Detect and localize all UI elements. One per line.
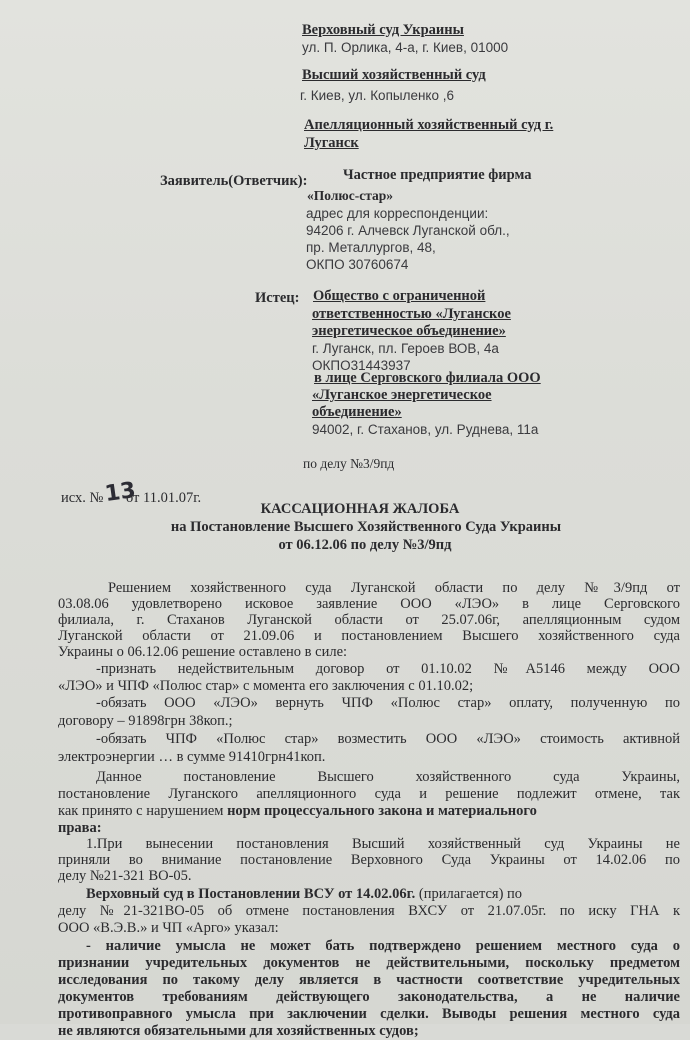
- document-title: КАССАЦИОННАЯ ЖАЛОБА: [260, 501, 460, 517]
- plaintiff-branch-line2: «Луганское энергетическое: [312, 387, 492, 403]
- court1-name: Верховный суд Украины: [302, 22, 464, 38]
- plaintiff-name-line3: энергетическое объединение»: [312, 323, 506, 339]
- body-line: Верховный суд в Постановлении ВСУ от 14.02.06г. (прилагается) по: [86, 886, 523, 902]
- applicant-name-line1: Частное предприятие фирма: [343, 167, 532, 183]
- court3-name-line1: Апелляционный хозяйственный суд г.: [304, 117, 554, 133]
- document-subtitle-line2: от 06.12.06 по делу №3/9пд: [278, 537, 452, 553]
- body-line: ООО «В.Э.В.» и ЧП «Арго» указал:: [58, 920, 279, 936]
- body-line: -признать недействительным договор от 01.10.02 №А5146 между ООО: [96, 661, 680, 677]
- body-line: - наличие умысла не может бать подтверждено решением местного суда о: [86, 938, 680, 954]
- body-line: филиала, г. Стаханов Луганской области от 25.07.06г, апелляционным судом: [58, 612, 680, 628]
- applicant-okpo: ОКПО 30760674: [306, 257, 409, 272]
- body-line: Украины о 06.12.06 решение оставлено в силе:: [58, 644, 348, 660]
- body-line: делу №21-321 ВО-05.: [58, 868, 192, 884]
- applicant-address-line2: 94206 г. Алчевск Луганской обл.,: [306, 223, 510, 238]
- plaintiff-branch-address: 94002, г. Стаханов, ул. Руднева, 11а: [312, 422, 539, 437]
- body-line: постановление Луганского апелляционного суда и решение подлежит отмене, так: [58, 786, 680, 802]
- body-line: права:: [58, 820, 102, 836]
- body-line: делу №21-321ВО-05 об отмене постановления ВХСУ от 21.07.05г. по иску ГНА к: [58, 903, 680, 919]
- body-line: Данное постановление Высшего хозяйственного суда Украины,: [96, 769, 680, 785]
- body-line: договору – 91898грн 38коп.;: [58, 713, 233, 729]
- body-line: 03.08.06 удовлетворено исковое заявление ООО «ЛЭО» в лице Серговского: [58, 596, 680, 612]
- body-line: «ЛЭО» и ЧПФ «Полюс стар» с момента его заключения с 01.10.02;: [58, 678, 474, 694]
- applicant-address-line3: пр. Металлургов, 48,: [306, 240, 436, 255]
- outgoing-date: от 11.01.07г.: [126, 490, 202, 506]
- body-line: 1.При вынесении постановления Высший хозяйственный суд Украины не: [86, 836, 680, 852]
- body-line: признании учредительных документов не действительными, поскольку предметом: [58, 955, 680, 971]
- body-line: -обязать ООО «ЛЭО» вернуть ЧПФ «Полюс стар» оплату, полученную по: [96, 695, 680, 711]
- body-line: не являются обязательными для хозяйственных судов;: [58, 1023, 419, 1039]
- body-line: электроэнергии … в сумме 91410грн41коп.: [58, 749, 326, 765]
- applicant-label: Заявитель(Ответчик):: [160, 173, 308, 189]
- body-line: исследования по такому делу является в частности соответствие учредительных: [58, 972, 680, 988]
- court2-name: Высший хозяйственный суд: [302, 67, 486, 83]
- plaintiff-branch-line3: объединение»: [312, 404, 402, 420]
- court3-name-line2: Луганск: [304, 135, 359, 151]
- body-line: противоправного умысла при заключении сделки. Выводы решения местного суда: [58, 1006, 680, 1022]
- case-reference: по делу №3/9пд: [303, 456, 395, 471]
- plaintiff-address: г. Луганск, пл. Героев ВОВ, 4а: [312, 341, 499, 356]
- body-line: Луганской области от 21.09.06 и постановлением Высшего хозяйственного суда: [58, 628, 680, 644]
- body-line: как принято с нарушением норм процессуального закона и материального: [58, 803, 537, 819]
- body-line: документов требованиям действующего законодательства, а не наличие: [58, 989, 680, 1005]
- outgoing-prefix: исх. №: [61, 490, 104, 506]
- plaintiff-name-line2: ответственностью «Луганское: [312, 306, 511, 322]
- body-line: -обязать ЧПФ «Полюс стар» возместить ООО «ЛЭО» стоимость активной: [96, 731, 680, 747]
- plaintiff-label: Истец:: [255, 290, 300, 306]
- body-line: приняли во внимание постановление Верховного Суда Украины от 14.02.06 по: [58, 852, 680, 868]
- applicant-name-line2: «Полюс-стар»: [307, 188, 393, 203]
- handwritten-outgoing-number: 13: [103, 477, 138, 508]
- court1-address: ул. П. Орлика, 4-а, г. Киев, 01000: [302, 40, 509, 55]
- plaintiff-okpo: ОКПО31443937: [312, 358, 411, 373]
- body-line: Решением хозяйственного суда Луганской области по делу №3/9пд от: [108, 580, 680, 596]
- plaintiff-branch-line1: в лице Серговского филиала ООО: [314, 370, 541, 386]
- plaintiff-name-line1: Общество с ограниченной: [313, 288, 486, 304]
- court2-address: г. Киев, ул. Копыленко ,6: [300, 88, 454, 103]
- applicant-address-line1: адрес для корреспонденции:: [306, 206, 489, 221]
- document-subtitle-line1: на Постановление Высшего Хозяйственного Суда Украины: [170, 519, 562, 535]
